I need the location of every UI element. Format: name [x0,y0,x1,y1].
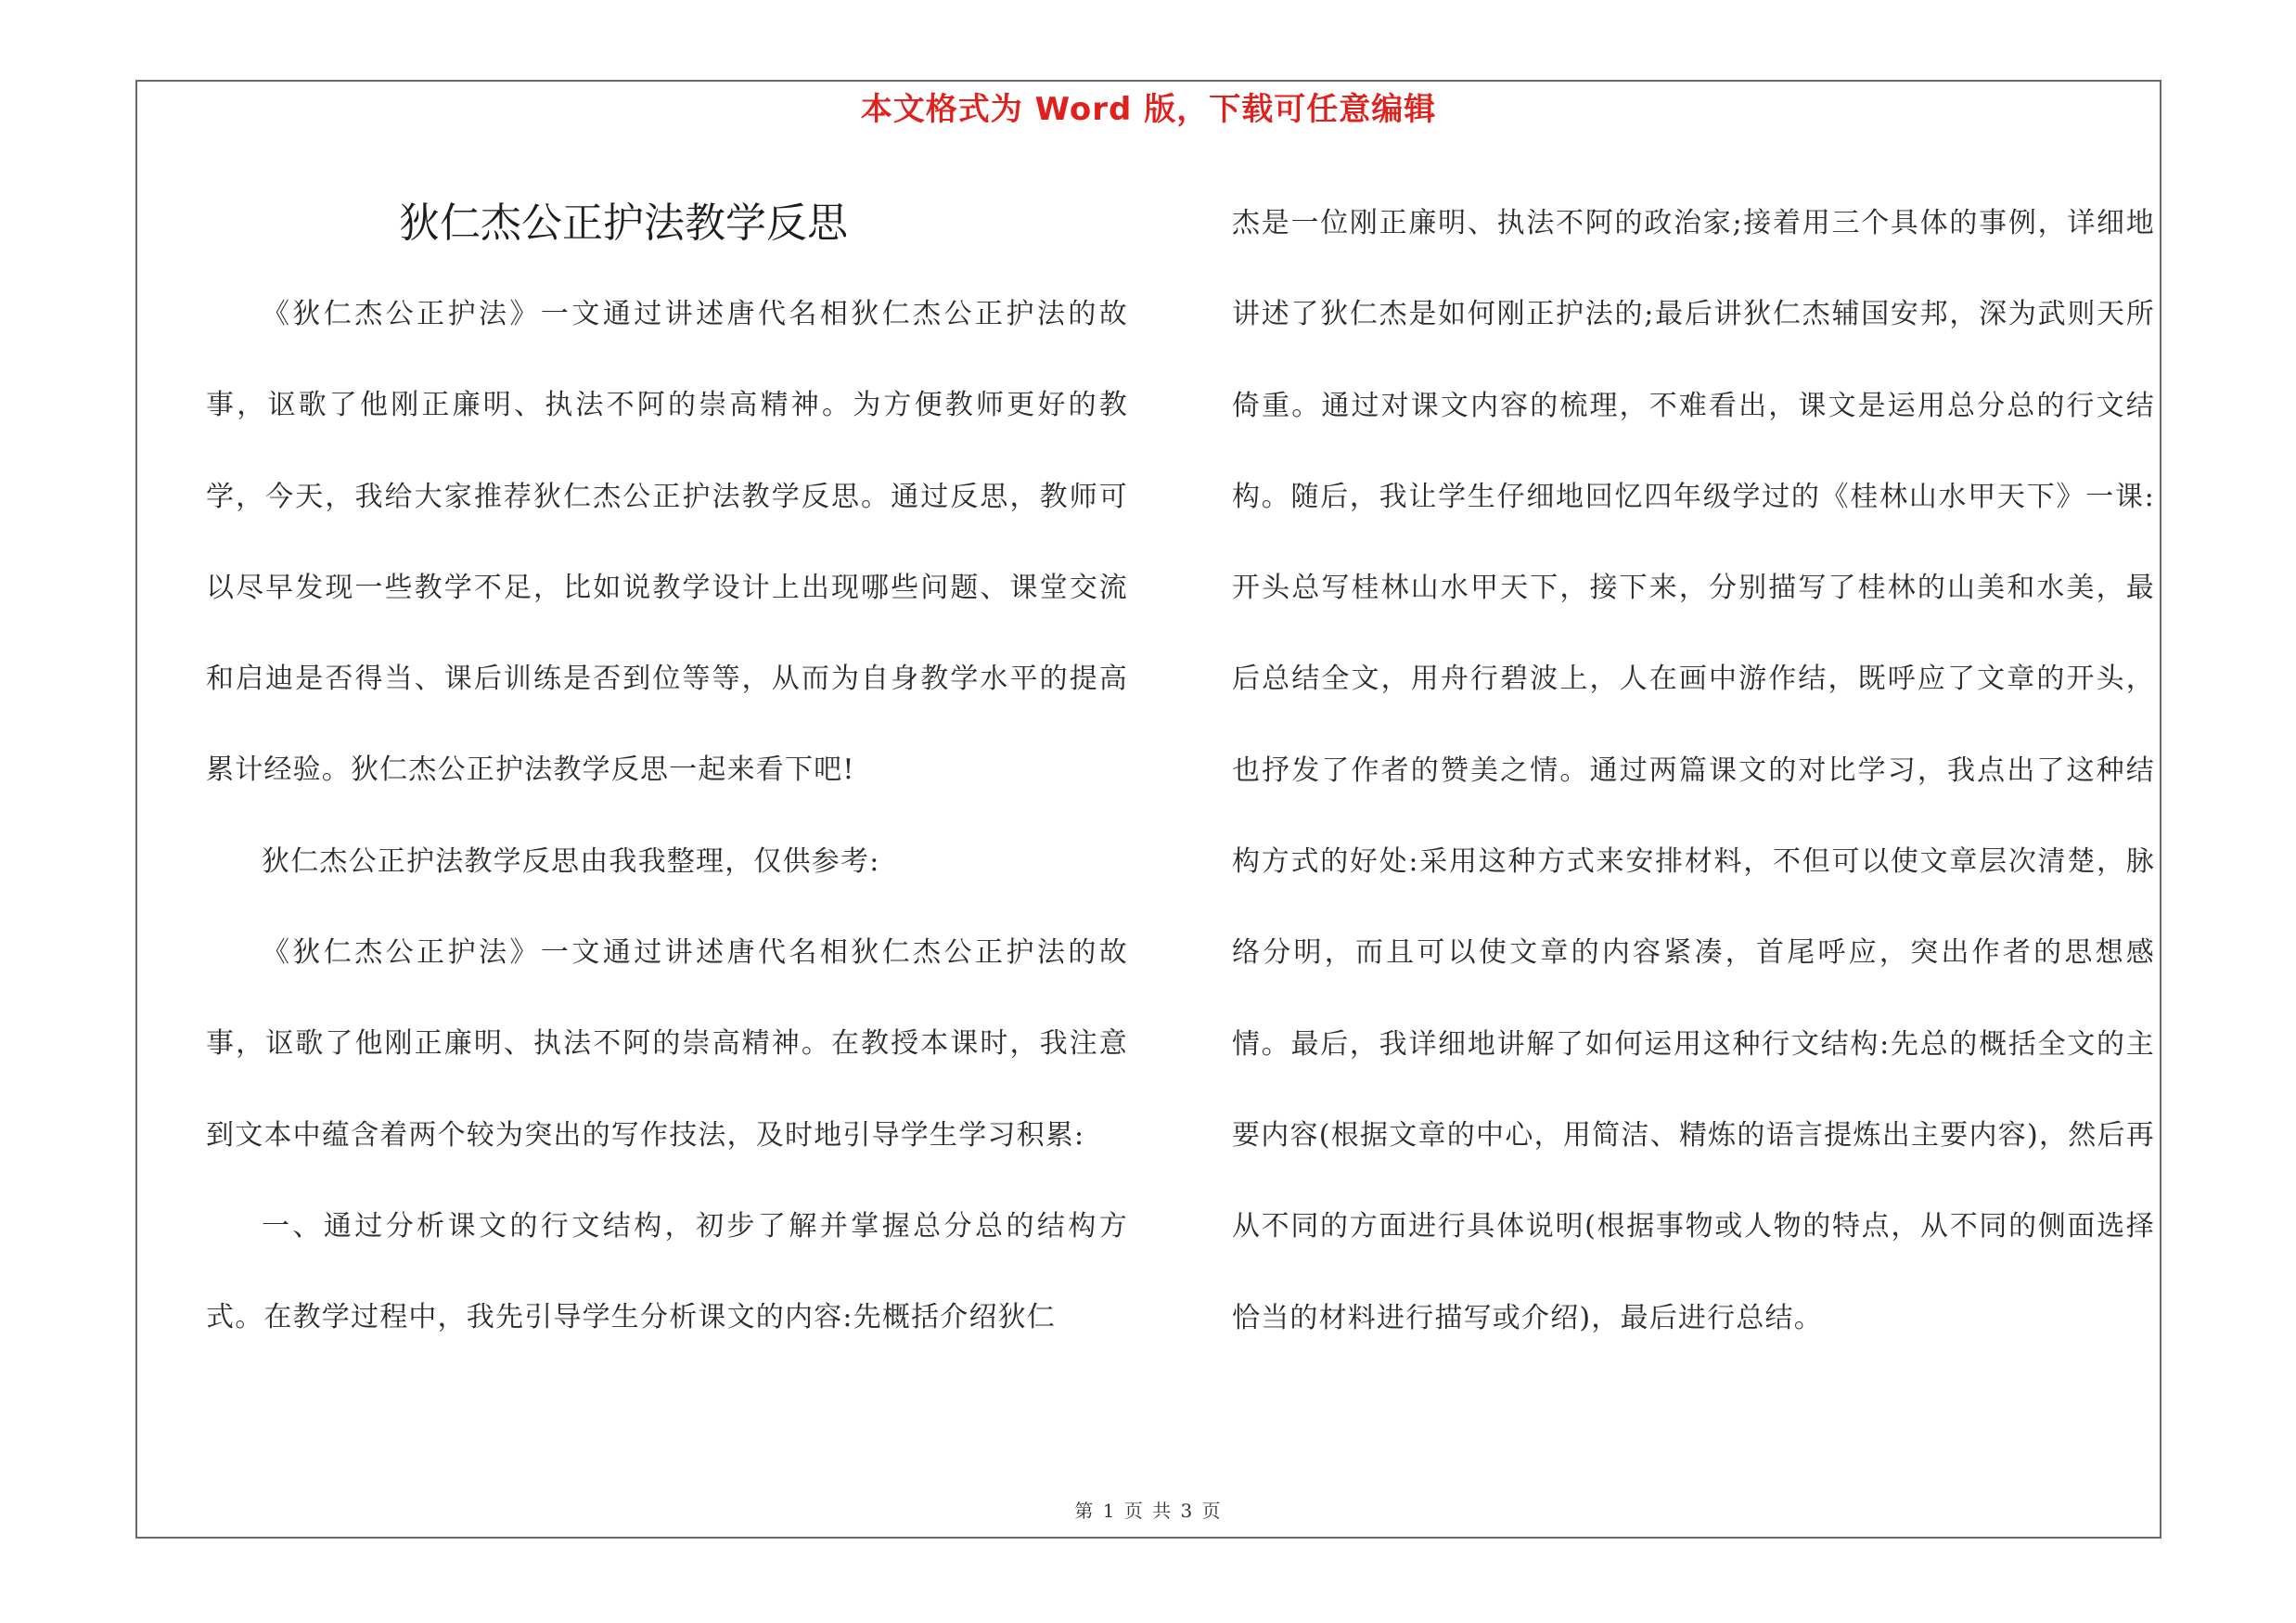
right-column [1232,178,2155,1364]
body-paragraph: 《狄仁杰公正护法》一文通过讲述唐代名相狄仁杰公正护法的故事，讴歌了他刚正廉明、执法不阿的崇高精神。为方便教师更好的教学，今天，我给大家推荐狄仁杰公正护法教学反思。通过反思，教师可以尽早发现一些教学不足，比如说教学设计上出现哪些问题、课堂交流和启迪是否得当、课后训练是否到位等等，从而为自身教学水平的提高累计经验。狄仁杰公正护法教学反思一起来看下吧! [206,298,1128,787]
body-paragraph: 《狄仁杰公正护法》一文通过讲述唐代名相狄仁杰公正护法的故事，讴歌了他刚正廉明、执法不阿的崇高精神。在教授本课时，我注意到文本中蕴含着两个较为突出的写作技法，及时地引导学生学习积累: [206,936,1128,1152]
left-column [206,178,1128,1364]
body-paragraph: 狄仁杰公正护法教学反思由我我整理，仅供参考: [262,844,880,878]
body-paragraph: 一、通过分析课文的行文结构，初步了解并掌握总分总的结构方式。在教学过程中，我先引导学生分析课文的内容:先概括介绍狄仁 [206,1209,1128,1334]
document-title: 狄仁杰公正护法教学反思 [399,200,848,247]
body-paragraph-continued: 杰是一位刚正廉明、执法不阿的政治家;接着用三个具体的事例，详细地讲述了狄仁杰是如何刚正护法的;最后讲狄仁杰辅国安邦，深为武则天所倚重。通过对课文内容的梳理，不难看出，课文是运用总分总的行文结构。随后，我让学生仔细地回忆四年级学过的《桂林山水甲天下》一课:开头总写桂林山水甲天下，接下来，分别描写了桂林的山美和水美，最后总结全文，用舟行碧波上，人在画中游作结，既呼应了文章的开头，也抒发了作者的赞美之情。通过两篇课文的对比学习，我点出了这种结构方式的好处:采用这种方式来安排材料，不但可以使文章层次清楚，脉络分明，而且可以使文章的内容紧凑，首尾呼应，突出作者的思想感情。最后，我详细地讲解了如何运用这种行文结构:先总的概括全文的主要内容(根据文章的中心，用简洁、精炼的语言提炼出主要内容)，然后再从不同的方面进行具体说明(根据事物或人物的特点，从不同的侧面选择恰当的材料进行描写或介绍)，最后进行总结。 [1232,207,2155,1334]
page-number-footer: 第 1 页 共 3 页 [1074,1500,1223,1522]
format-notice-banner: 本文格式为 Word 版，下载可任意编辑 [860,91,1437,128]
